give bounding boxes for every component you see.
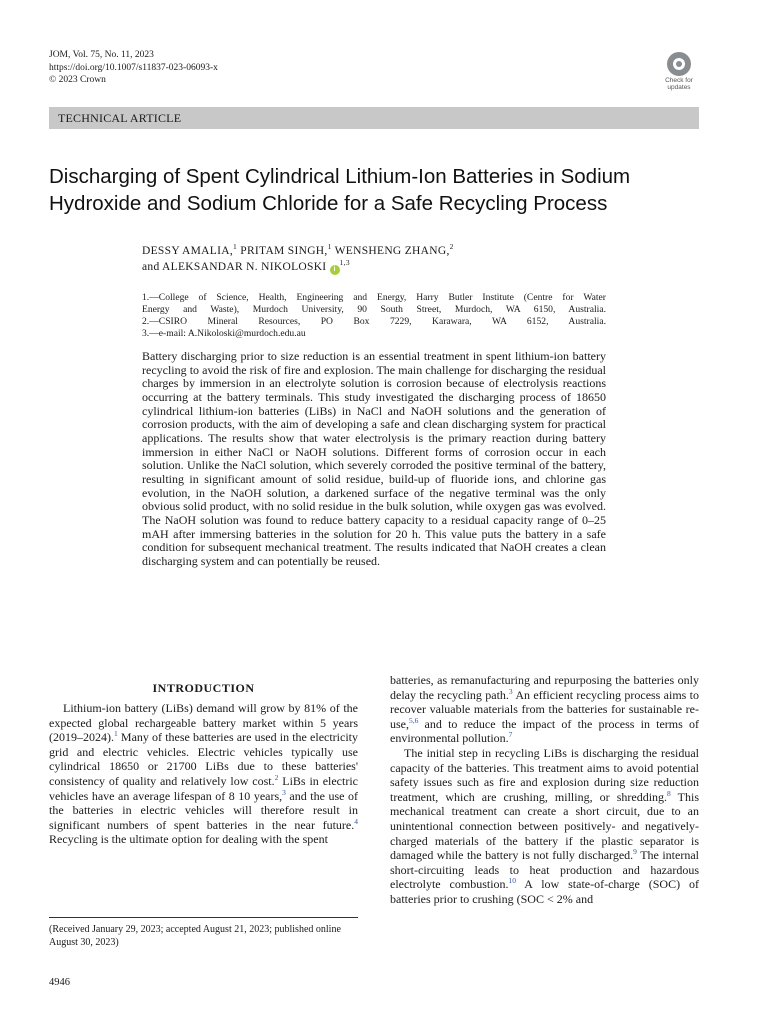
copyright: © 2023 Crown xyxy=(49,75,106,85)
journal-meta xyxy=(49,49,218,87)
affiliation-line: 1.—College of Science, Health, Engineering and Energy, Harry Butler Institute (Centre for Water xyxy=(142,292,606,303)
reference-link[interactable]: 3 xyxy=(282,787,286,797)
author-name: and ALEKSANDAR N. NIKOLOSKI xyxy=(142,261,327,273)
reference-link[interactable]: 2 xyxy=(274,772,279,782)
author-affiliation-mark: 1 xyxy=(233,242,238,252)
page-number: 4946 xyxy=(49,977,70,988)
reference-link[interactable]: 7 xyxy=(508,730,513,740)
right-column xyxy=(390,673,699,907)
check-for-updates-icon xyxy=(667,52,691,76)
section-heading-introduction: INTRODUCTION xyxy=(152,681,255,695)
author-name: PRITAM SINGH, xyxy=(237,245,328,257)
reference-link[interactable]: 1 xyxy=(114,729,118,739)
author-affiliation-mark: 1,3 xyxy=(339,258,350,268)
affiliation-line: 2.—CSIRO Mineral Resources, PO Box 7229, Karawara, WA 6152, Australia. xyxy=(142,316,606,327)
reference-link[interactable]: 5,6 xyxy=(409,715,419,725)
reference-link[interactable]: 3 xyxy=(508,686,513,696)
author-list xyxy=(142,243,702,275)
reference-link[interactable]: 10 xyxy=(508,876,517,886)
check-for-updates-label: Check for updates xyxy=(665,77,693,91)
abstract: Battery discharging prior to size reduction is an essential treatment in spent lithium-ion battery recycling to avoid the risk of fire and explosion. The main challenge for discharging the residual charges by immersion in an electrolyte solution is corrosion because of electrolysis reactions occurring at the battery terminals. This study investigated the discharging process of 18650 cylindrical lithium-ion batteries (LiBs) in NaCl and NaOH solutions and the generation of corrosion products, with the aim of developing a safe and clean discharging system for practical applications. The results show that water electrolysis is the primary reaction during battery immersion in either NaCl or NaOH solutions. Different forms of corrosion occur in each solution. Unlike the NaCl solution, which severely corroded the positive terminal of the battery, resulting in significant amount of solid residue, build-up of fluoride ions, and chlorine gas evolution, in the NaOH solution, a darkened surface of the negative terminal was the only obvious solid product, with no solid residue in the bulk solution, while oxygen gas was evolved. The NaOH solution was found to reduce battery capacity to a residual capacity range of 0–25 mAH after immersing batteries in the solution for 20 h. This value puts the battery in a safe condition for subsequent mechanical treatment. The results indicated that NaOH creates a clean discharging system and can potentially be reused. xyxy=(142,349,606,568)
doi-link[interactable]: https://doi.org/10.1007/s11837-023-06093-x xyxy=(49,62,218,73)
author-affiliation-mark: 2 xyxy=(449,242,454,252)
author-affiliation-mark: 1 xyxy=(327,242,332,252)
body-paragraph: batteries, as remanufacturing and repurposing the batteries only delay the recycling path.$^3$ An efficient recycling process aims to recover valuable materials from the batteries for sustainable re-use,$^{5,6}$ and to reduce the impact of the process in terms of environmental pollution.$^7$ xyxy=(390,673,699,746)
reference-link[interactable]: 4 xyxy=(354,816,358,826)
author-name: DESSY AMALIA, xyxy=(142,245,234,257)
reference-link[interactable]: 8 xyxy=(667,788,671,798)
orcid-icon[interactable]: i xyxy=(330,265,340,275)
contact-email[interactable]: 3.—e-mail: A.Nikoloski@murdoch.edu.au xyxy=(142,328,306,339)
author-name: WENSHENG ZHANG, xyxy=(331,245,450,257)
reference-link[interactable]: 9 xyxy=(633,847,637,857)
left-column xyxy=(49,701,358,847)
received-dates: (Received January 29, 2023; accepted August 21, 2023; published online August 30, 2023) xyxy=(49,924,341,948)
affiliation-line: Energy and Waste), Murdoch University, 90 South Street, Murdoch, WA 6150, Australia. xyxy=(142,304,606,315)
journal-citation: JOM, Vol. 75, No. 11, 2023 xyxy=(49,50,154,60)
check-for-updates-badge[interactable] xyxy=(660,52,698,91)
body-paragraph: Lithium-ion battery (LiBs) demand will grow by 81% of the expected global rechargeable battery market within 5 years (2019–2024).$^1$ Many of these batteries are used in the electricity grid and electric vehicles. Electric vehicles typically use cylindrical 18650 or 21700 LiBs due to these batteries' consistency of quality and relatively low cost.$^2$ LiBs in electric vehicles have an average lifespan of 8 10 years,$^3$ and the use of the batteries in electric vehicles will therefore result in significant numbers of spent batteries in the near future.$^4$ Recycling is the ultimate option for dealing with the spent xyxy=(49,701,358,847)
article-title: Discharging of Spent Cylindrical Lithium-Ion Batteries in Sodium Hydroxide and Sodium Chloride for a Safe Recycling Process xyxy=(49,165,631,215)
affiliations xyxy=(142,292,606,340)
article-type-banner: TECHNICAL ARTICLE xyxy=(49,107,699,129)
body-paragraph: The initial step in recycling LiBs is discharging the residual capacity of the batteries. This treatment aims to avoid potential safety issues such as fire and explosion during size reduction treatment, which are crushing, milling, or shredding.$^8$ This mechanical treatment can create a short circuit, due to an unintentional connection between positively- and negatively-charged materials of the battery if the plastic separator is damaged while the battery is not fully discharged.$^9$ The internal short-circuiting leads to heat production and hazardous electrolyte combustion.$^{10}$ A low state-of-charge (SOC) of batteries prior to crushing (SOC < 2% and xyxy=(390,745,699,906)
footnote-divider xyxy=(49,917,358,918)
